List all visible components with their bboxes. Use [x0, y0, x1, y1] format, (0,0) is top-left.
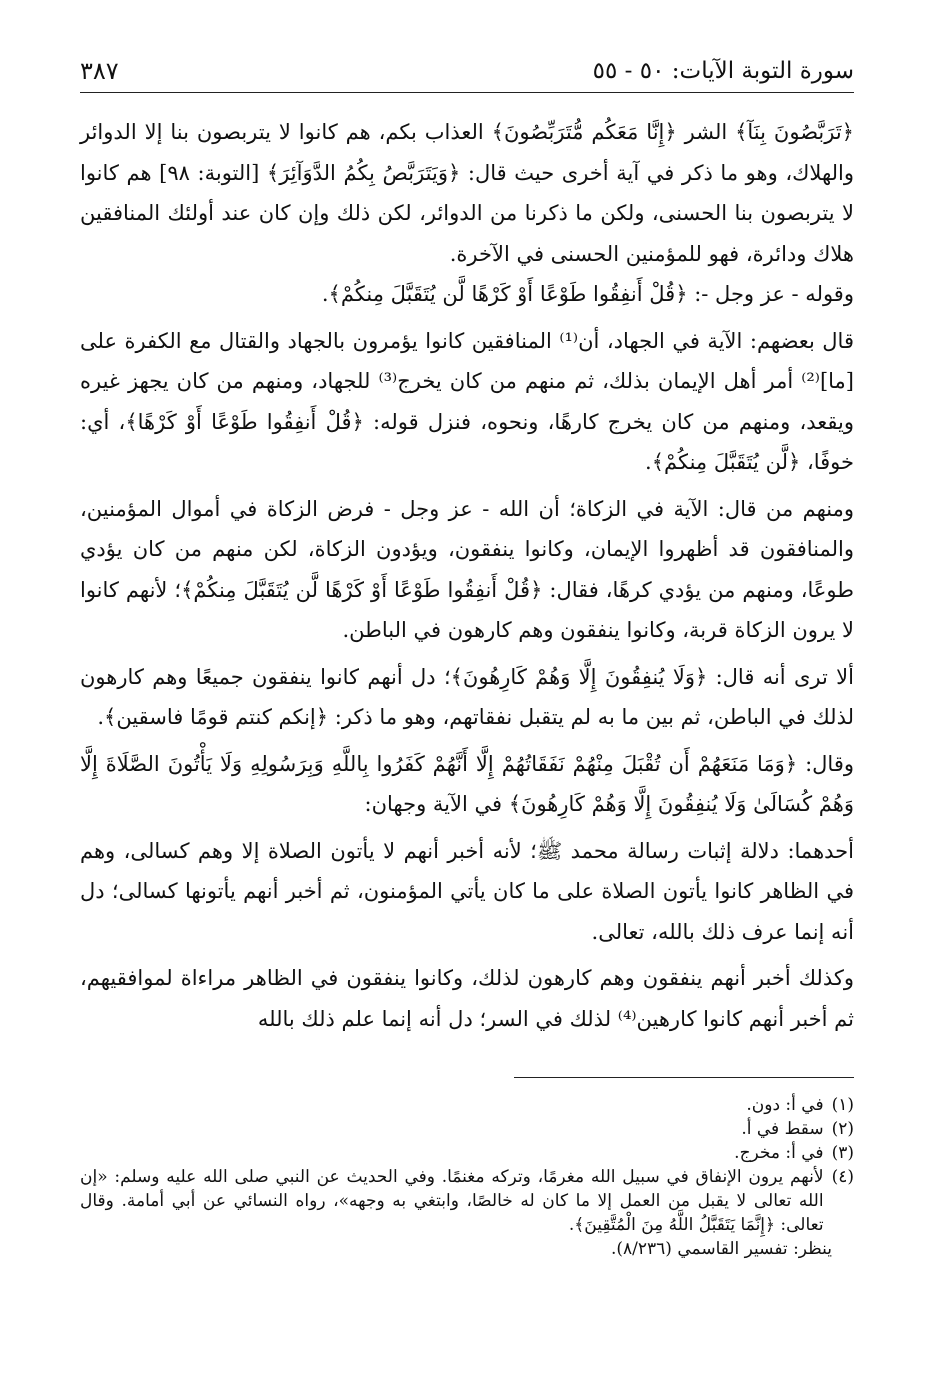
paragraph: ومنهم من قال: الآية في الزكاة؛ أن الله - عز وجل - فرض الزكاة في أموال المؤمنين، والمنافقون قد أظهروا الإيمان، وكانوا ينفقون، ويؤدون الزكاة، لكن منهم من كان يؤدي طوعًا، ومنهم من يؤدي كرهًا، فقال: ﴿قُلْ أَنفِقُوا طَوْعًا أَوْ كَرْهًا لَّن يُتَقَبَّلَ مِنكُمْ﴾؛ لأنهم كانوا لا يرون الزكاة قربة، وكانوا ينفقون وهم كارهون في الباطن.	[80, 496, 854, 642]
footnote-number: (٣)	[831, 1143, 854, 1163]
footnote-number: (٢)	[831, 1119, 854, 1139]
footnote-item	[80, 1093, 854, 1117]
footnote-number: (٤)	[831, 1167, 854, 1187]
footnote-reference: ينظر: تفسير القاسمي (٨/٢٣٦).	[610, 1239, 832, 1259]
surah-title: سورة التوبة الآيات: ٥٠ - ٥٥	[592, 58, 854, 84]
paragraph: ألا ترى أنه قال: ﴿وَلَا يُنفِقُونَ إِلَّا وَهُمْ كَارِهُونَ﴾؛ دل أنهم كانوا ينفقون جميعًا وهم كارهون لذلك في الباطن، ثم بين ما به لم يتقبل نفقاتهم، وهو ما ذكر: ﴿إنكم كنتم قومًا فاسقين﴾.	[80, 664, 854, 729]
page-header	[80, 50, 854, 93]
page-number: ٣٨٧	[80, 57, 119, 85]
footnote-number: (١)	[831, 1095, 854, 1115]
paragraph: وقوله - عز وجل -: ﴿قُلْ أَنفِقُوا طَوْعًا أَوْ كَرْهًا لَّن يُتَقَبَّلَ مِنكُمْ﴾.	[321, 282, 854, 306]
paragraph: وقال: ﴿وَمَا مَنَعَهُمْ أَن تُقْبَلَ مِنْهُمْ نَفَقَاتُهُمْ إِلَّا أَنَّهُمْ كَفَرُوا بِاللَّهِ وَبِرَسُولِهِ وَلَا يَأْتُونَ الصَّلَاةَ إِلَّا وَهُمْ كُسَالَىٰ وَلَا يُنفِقُونَ إِلَّا وَهُمْ كَارِهُونَ﴾ في الآية وجهان:	[80, 751, 854, 816]
paragraph: وكذلك أخبر أنهم ينفقون وهم كارهون لذلك، وكانوا ينفقون في الظاهر مراءاة لموافقيهم، ثم أخبر أنهم كانوا كارهين⁽⁴⁾ لذلك في السر؛ دل أنه إنما علم ذلك بالله	[80, 966, 854, 1031]
footnote-item	[80, 1117, 854, 1141]
paragraph: قال بعضهم: الآية في الجهاد، أن⁽¹⁾ المنافقين كانوا يؤمرون بالجهاد والقتال مع الكفرة على [ما]⁽²⁾ أمر أهل الإيمان بذلك، ثم منهم من كان يخرج⁽³⁾ للجهاد، ومنهم من كان يجهز غيره ويقعد، ومنهم من كان يخرج كارهًا، ونحوه، فنزل قوله: ﴿قُلْ أَنفِقُوا طَوْعًا أَوْ كَرْهًا﴾، أي: خوفًا، ﴿لَّن يُتَقَبَّلَ مِنكُمْ﴾.	[80, 328, 854, 474]
footnotes	[80, 1093, 854, 1261]
paragraph: ﴿تَرَبَّصُونَ بِنَآ﴾ الشر ﴿إِنَّا مَعَكُم مُّتَرَبِّصُونَ﴾ العذاب بكم، هم كانوا لا يتربصون بنا إلا الدوائر والهلاك، وهو ما ذكر في آية أخرى حيث قال: ﴿وَيَتَرَبَّصُ بِكُمُ الدَّوَآئِرَ﴾ [التوبة: ٩٨] هم كانوا لا يتربصون بنا الحسنى، ولكن ما ذكرنا من الدوائر، لكن ذلك وإن كان عند أولئك المنافقين هلاك ودائرة، فهو للمؤمنين الحسنى في الآخرة.	[80, 120, 854, 266]
paragraph: أحدهما: دلالة إثبات رسالة محمد ﷺ؛ لأنه أخبر أنهم لا يأتون الصلاة إلا وهم كسالى، وهم في الظاهر كانوا يأتون الصلاة على ما كان يأتي المؤمنون، ثم أخبر أنهم يأتونها كسالى؛ دل أنه إنما عرف ذلك بالله، تعالى.	[80, 838, 854, 944]
footnote-text: في أ: دون.	[746, 1095, 824, 1115]
footnote-item	[80, 1165, 854, 1237]
footnote-divider	[514, 1077, 854, 1078]
main-text	[80, 112, 854, 1039]
footnote-item	[80, 1141, 854, 1165]
footnote-text: لأنهم يرون الإنفاق في سبيل الله مغرمًا، وتركه مغنمًا. وفي الحديث عن النبي صلى الله عليه وسلم: «إن الله تعالى لا يقبل من العمل إلا ما كان له خالصًا، وابتغي به وجهه»، رواه النسائي عن أبي أمامة. وقال تعالى: ﴿إِنَّمَا يَتَقَبَّلُ اللَّهُ مِنَ الْمُتَّقِينَ﴾.	[80, 1167, 824, 1235]
footnote-text: سقط في أ.	[741, 1119, 824, 1139]
footnote-text: في أ: مخرج.	[734, 1143, 824, 1163]
